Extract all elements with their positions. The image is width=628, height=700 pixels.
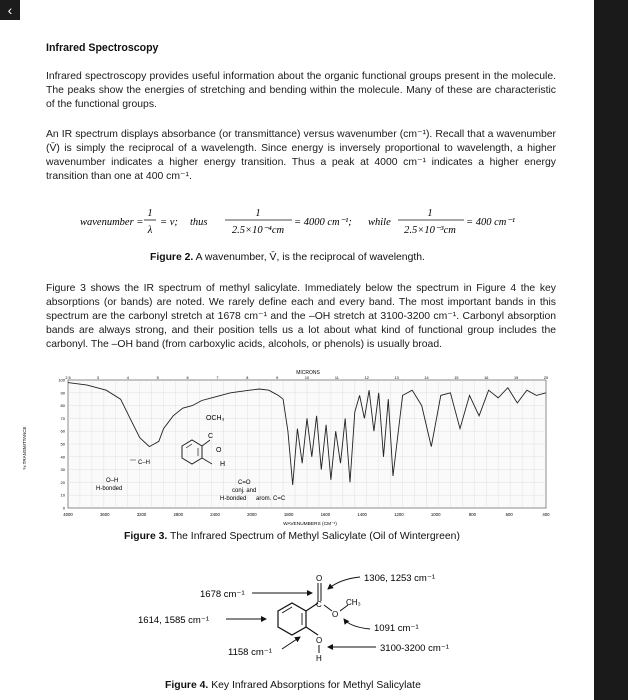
x-tick-label: 400 xyxy=(542,512,550,517)
x-tick-label: 3200 xyxy=(136,512,147,517)
top-tick-label: 4 xyxy=(126,376,129,380)
top-tick-label: 7 xyxy=(216,376,219,380)
formula-thus: thus xyxy=(190,217,208,228)
top-tick-label: 2.5 xyxy=(65,376,71,380)
frac3-den: 2.5×10⁻³cm xyxy=(404,225,456,236)
structure-h: H xyxy=(316,654,322,663)
top-tick-label: 3 xyxy=(96,376,99,380)
annotation-ch: C–H xyxy=(138,460,151,466)
label-3100: 3100-3200 cm⁻¹ xyxy=(380,643,449,654)
annotation-conj: conj. and xyxy=(232,488,257,494)
chevron-left-icon: ‹ xyxy=(7,2,13,18)
annotation-hbonded: H-bonded xyxy=(220,496,247,502)
figure-3-label: Figure 3. xyxy=(124,531,168,542)
x-tick-label: 2400 xyxy=(210,512,220,517)
formula-result1: = 4000 cm⁻¹; xyxy=(294,217,352,228)
x-tick-label: 3600 xyxy=(99,512,110,517)
spectrum-paragraph: Figure 3 shows the IR spectrum of methyl salicylate. Immediately below the spectrum in Figure 4 the key absorptions (or bands) are noted. We rarely define each and every band. The most important bands in this spectrum are the carbonyl stretch at 1678 cm⁻¹ and the –OH stretch at 3100-3200 cm⁻¹. Carbonyl absorption bands are always strong, and their position tells us a lot about what kind of functional group includes the carbonyl. The –OH band (from carboxylic acids, alcohols, or phenols) is usually broad. xyxy=(46,283,556,350)
top-tick-label: 19 xyxy=(514,376,519,380)
x-axis-ticks xyxy=(63,512,550,517)
top-tick-label: 13 xyxy=(394,376,399,380)
x-tick-label: 2800 xyxy=(173,512,184,517)
y-tick-label: 60 xyxy=(60,428,65,434)
x-tick-label: 1000 xyxy=(430,512,441,517)
label-1158: 1158 cm⁻¹ xyxy=(228,647,272,658)
x-tick-label: 4000 xyxy=(63,512,73,517)
figure-4-label: Figure 4. xyxy=(165,680,209,691)
top-tick-label: 14 xyxy=(424,376,429,380)
ir-spectrum-chart xyxy=(22,368,554,527)
annotation-arom: arom. C=C xyxy=(256,496,286,502)
figure-3-text: The Infrared Spectrum of Methyl Salicylate (Oil of Wintergreen) xyxy=(167,531,460,542)
x-tick-label: 1400 xyxy=(357,512,367,517)
wavenumber-paragraph: An IR spectrum displays absorbance (or transmittance) versus wavenumber (cm⁻¹). Recall that a wavenumber (V̄) is simply the reciprocal of a wavelength. Since energy is inversely proportional to wavelength, a higher wavenumber indicates a higher energy transition. Thus a peak at 4000 cm⁻¹ indicates a higher energy transition than one at 400 cm⁻¹. xyxy=(46,129,556,182)
formula-while: while xyxy=(368,217,391,228)
intro-paragraph: Infrared spectroscopy provides useful information about the organic functional groups present in the molecule. The peaks show the energies of stretching and bending within the molecule. Many of these are characteristic of the functional groups. xyxy=(46,71,556,110)
key-absorptions-diagram xyxy=(130,565,470,675)
top-axis-label: MICRONS xyxy=(296,370,320,376)
wavenumber-formula xyxy=(80,203,560,243)
structure-ch3: CH₃ xyxy=(346,598,361,607)
figure-4-caption xyxy=(165,680,421,691)
y-tick-label: 90 xyxy=(60,390,65,396)
inset-c: C xyxy=(208,433,214,440)
y-tick-label: 20 xyxy=(60,479,65,485)
x-tick-label: 1600 xyxy=(320,512,331,517)
figure-2-text: A wavenumber, V̄, is the reciprocal of wavelength. xyxy=(193,252,425,263)
x-tick-label: 800 xyxy=(468,512,477,517)
figure-3-caption xyxy=(124,531,460,542)
top-tick-label: 8 xyxy=(246,376,249,380)
y-tick-label: 50 xyxy=(60,441,65,447)
label-1091: 1091 cm⁻¹ xyxy=(374,623,419,634)
scroll-rail[interactable] xyxy=(594,0,628,700)
figure-2-caption xyxy=(150,252,425,263)
inset-h: H xyxy=(220,461,226,468)
frac2-num: 1 xyxy=(255,208,261,219)
x-axis-label: WAVENUMBERS (CM⁻¹) xyxy=(283,522,337,527)
back-button[interactable] xyxy=(0,0,20,20)
formula-lhs: wavenumber = xyxy=(80,217,144,228)
top-axis-ticks xyxy=(65,376,548,380)
inset-och3: OCH₃ xyxy=(206,415,225,422)
y-axis-ticks xyxy=(58,378,65,511)
y-axis-label: % TRANSMITTANCE xyxy=(22,426,27,470)
label-1614: 1614, 1585 cm⁻¹ xyxy=(138,615,210,626)
structure-o-mid: O xyxy=(332,610,339,619)
label-1678: 1678 cm⁻¹ xyxy=(200,589,245,600)
formula-eq-v: = v; xyxy=(160,217,178,228)
app-bar xyxy=(0,0,628,20)
top-tick-label: 11 xyxy=(334,376,339,380)
frac1-num: 1 xyxy=(147,208,153,219)
plot-grid xyxy=(68,380,546,508)
annotation-oh-hbonded: H-bonded xyxy=(96,486,123,492)
page-title: Infrared Spectroscopy xyxy=(46,42,159,54)
top-tick-label: 25 xyxy=(543,376,549,380)
figure-2-label: Figure 2. xyxy=(150,252,194,263)
y-tick-label: 0 xyxy=(62,505,65,511)
y-tick-label: 40 xyxy=(60,454,65,460)
top-tick-label: 6 xyxy=(186,376,189,380)
top-tick-label: 10 xyxy=(304,376,310,380)
top-tick-label: 12 xyxy=(364,376,369,380)
top-tick-label: 16 xyxy=(484,376,489,380)
frac2-den: 2.5×10⁻⁴cm xyxy=(231,225,285,236)
y-tick-label: 10 xyxy=(60,492,65,498)
annotation-oh: O–H xyxy=(106,478,119,484)
y-tick-label: 70 xyxy=(60,415,65,421)
x-tick-label: 1200 xyxy=(394,512,404,517)
structure-c: C xyxy=(316,600,322,609)
annotation-co: C=O xyxy=(238,480,251,486)
frac1-den: λ xyxy=(147,225,153,236)
figure-4-text: Key Infrared Absorptions for Methyl Salicylate xyxy=(208,680,421,691)
inset-o: O xyxy=(216,447,222,454)
x-tick-label: 600 xyxy=(505,512,513,517)
top-tick-label: 5 xyxy=(156,376,159,380)
label-1306: 1306, 1253 cm⁻¹ xyxy=(364,573,436,584)
top-tick-label: 15 xyxy=(454,376,459,380)
y-tick-label: 30 xyxy=(60,467,65,473)
structure-o-top: O xyxy=(316,574,323,583)
y-tick-label: 80 xyxy=(60,403,65,409)
x-tick-label: 1800 xyxy=(283,512,294,517)
frac3-num: 1 xyxy=(427,208,433,219)
top-tick-label: 9 xyxy=(276,376,279,380)
x-tick-label: 2000 xyxy=(247,512,257,517)
structure-o-bot: O xyxy=(316,636,323,645)
y-tick-label: 100 xyxy=(58,377,65,383)
formula-result2: = 400 cm⁻¹ xyxy=(466,217,516,228)
